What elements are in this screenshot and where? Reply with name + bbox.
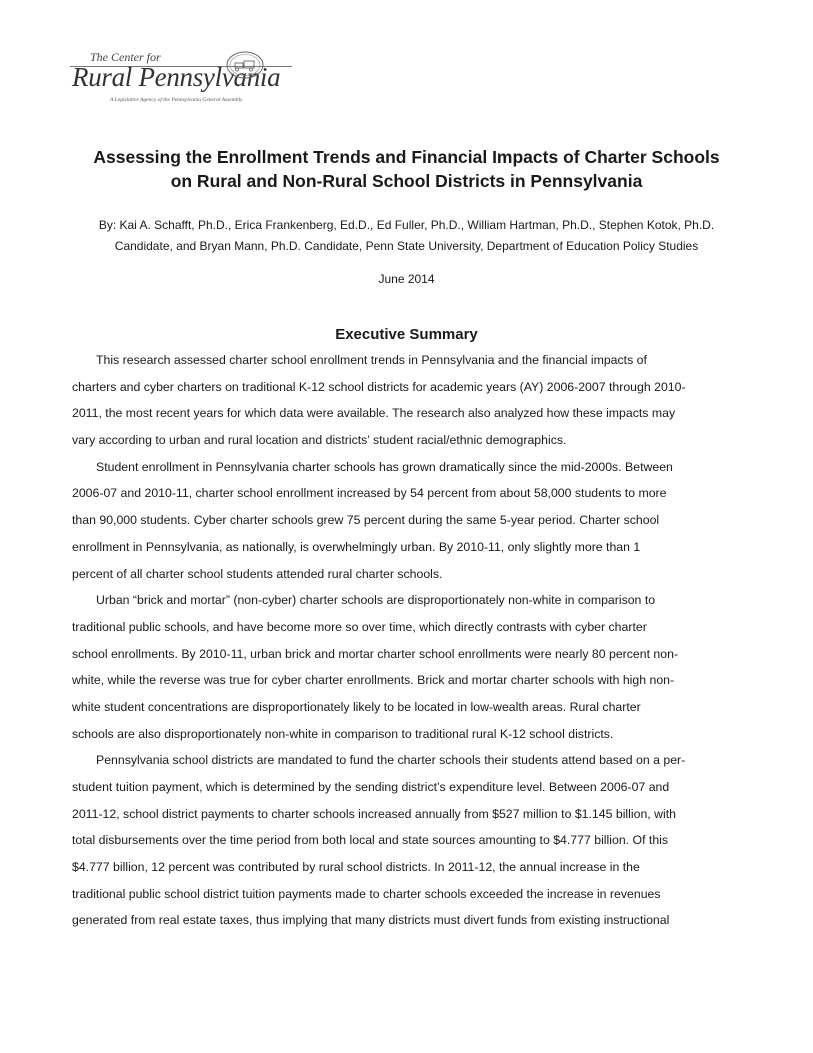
text-line: than 90,000 students. Cyber charter schools grew 75 percent during the same 5-year period. Charter school — [72, 513, 660, 528]
text-line: white, while the reverse was true for cyber charter enrollments. Brick and mortar charter schools with high non- — [72, 673, 675, 688]
logo-line-rural-pennsylvania: Rural Pennsylvania — [72, 62, 281, 92]
text-line: 2006-07 and 2010-11, charter school enrollment increased by 54 percent from about 58,000 students to more — [72, 486, 667, 501]
text-line: Pennsylvania school districts are mandated to fund the charter schools their students attend based on a per- — [96, 753, 686, 768]
paragraph — [72, 587, 752, 747]
executive-summary-body — [72, 347, 752, 934]
text-line: total disbursements over the time period from both local and state sources amounting to $4.777 billion. Of this — [72, 833, 669, 848]
text-line: 2011-12, school district payments to charter schools increased annually from $527 million to $1.145 billion, with — [72, 806, 677, 821]
author-line: Candidate, and Bryan Mann, Ph.D. Candidate, Penn State University, Department of Education Policy Studies — [114, 239, 699, 253]
seal-icon — [225, 50, 265, 80]
text-line: traditional public schools, and have become more so over time, which directly contrasts with cyber charter — [72, 619, 647, 634]
text-line: generated from real estate taxes, thus implying that many districts must divert funds from existing instructional — [72, 913, 670, 928]
text-line: enrollment in Pennsylvania, as nationally, is overwhelmingly urban. By 2010-11, only slightly more than 1 — [72, 539, 641, 554]
author-line: By: Kai A. Schafft, Ph.D., Erica Frankenberg, Ed.D., Ed Fuller, Ph.D., William Hartman, Ph.D., Stephen Kotok, Ph.D. — [98, 218, 715, 232]
text-line: school enrollments. By 2010-11, urban brick and mortar charter school enrollments were nearly 80 percent non- — [72, 646, 679, 661]
text-line: traditional public school district tuition payments made to charter schools exceeded the increase in revenues — [72, 886, 661, 901]
title-line: Assessing the Enrollment Trends and Financial Impacts of Charter Schools — [93, 147, 720, 167]
publication-date: June 2014 — [378, 272, 435, 286]
logo-line-center-for: The Center for — [90, 50, 161, 64]
logo-line-legislative-agency: A Legislative Agency of the Pennsylvania General Assembly — [110, 97, 243, 103]
text-line: student tuition payment, which is determined by the sending district’s expenditure level. Between 2006-07 and — [72, 780, 670, 794]
text-line: 2011, the most recent years for which data were available. The research also analyzed how these impacts may — [72, 406, 676, 421]
text-line: Student enrollment in Pennsylvania charter schools has grown dramatically since the mid-2000s. Between — [96, 459, 673, 474]
paragraph — [72, 347, 752, 454]
title-line: on Rural and Non-Rural School Districts in Pennsylvania — [170, 171, 643, 191]
text-line: vary according to urban and rural location and districts’ student racial/ethnic demographics. — [72, 433, 567, 448]
author-byline — [0, 215, 813, 257]
text-line: $4.777 billion, 12 percent was contributed by rural school districts. In 2011-12, the annual increase in the — [72, 860, 640, 875]
paragraph — [72, 747, 752, 934]
text-line: charters and cyber charters on traditional K-12 school districts for academic years (AY) 2006-2007 through 2010- — [72, 379, 686, 394]
section-heading: Executive Summary — [335, 326, 478, 343]
text-line: Urban “brick and mortar” (non-cyber) charter schools are disproportionately non-white in comparison to — [96, 593, 656, 608]
paragraph — [72, 454, 752, 587]
page-title — [0, 145, 813, 193]
text-line: white student concentrations are disproportionately likely to be located in low-wealth areas. Rural charter — [72, 699, 641, 714]
text-line: schools are also disproportionately non-white in comparison to traditional rural K-12 school districts. — [72, 726, 614, 741]
text-line: This research assessed charter school enrollment trends in Pennsylvania and the financial impacts of — [96, 353, 647, 367]
center-logo — [70, 46, 300, 110]
text-line: percent of all charter school students attended rural charter schools. — [72, 566, 443, 581]
